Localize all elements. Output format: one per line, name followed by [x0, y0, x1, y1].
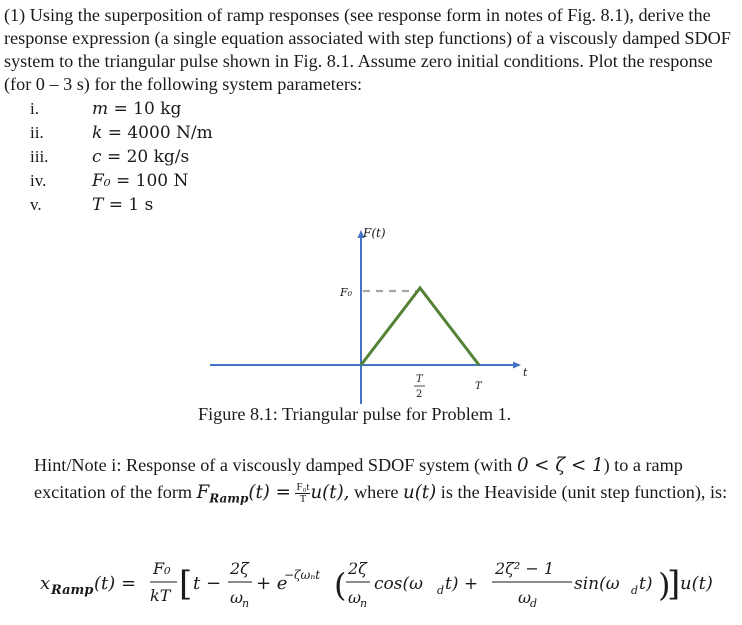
formula-omega-d: ω: [518, 588, 532, 607]
problem-text: Using the superposition of ramp responses (see response form in notes of Fig. 8.1), derive the response expression (a single equation associated with step functions) of a viscously damped SDOF system to the triangular pulse shown in Fig. 8.1. Assume zero initial conditions. Plot the response (for 0 – 3 s) for the following system parameters:: [4, 5, 731, 94]
formula-two-zeta-2: 2ζ: [348, 559, 367, 578]
param-symbol: k: [92, 123, 103, 143]
formula-omega-n-2: ω: [348, 588, 362, 607]
formula-lhs: x: [40, 573, 51, 594]
ramp-tail: u(t),: [310, 482, 350, 503]
y-axis-label: F(t): [363, 226, 386, 240]
parameter-item: [30, 147, 330, 171]
problem-statement: [4, 4, 732, 96]
peak-label: F₀: [340, 286, 353, 299]
param-value: = 10 kg: [113, 99, 182, 119]
formula-graphic: [40, 548, 740, 618]
heaviside-symbol: u(t): [403, 482, 437, 503]
parameter-item: [30, 123, 330, 147]
hint-intro: Hint/Note i: Response of a viscously damped SDOF system (with: [34, 455, 513, 475]
param-value: = 1 s: [108, 195, 154, 215]
formula-numerator-2: 2ζ² − 1: [495, 559, 555, 578]
parameter-item: [30, 195, 330, 219]
formula-t: t −: [193, 573, 222, 594]
formula-bracket-close: ]: [667, 564, 681, 604]
triangular-pulse: [361, 288, 479, 365]
parameter-item: [30, 171, 330, 195]
hint-condition: 0 < ζ < 1: [516, 455, 604, 476]
hint-mid: to a ramp excitation of the form: [34, 455, 683, 502]
formula-omega-d-sub: d: [530, 597, 538, 610]
hint-where: where: [354, 482, 399, 502]
list-marker: i.: [30, 99, 39, 118]
x-axis-arrow: [513, 362, 521, 369]
param-symbol: T: [92, 195, 104, 215]
problem-number: (1): [4, 5, 26, 25]
param-symbol: F₀: [92, 171, 111, 191]
triangular-pulse-figure: [210, 222, 540, 412]
ramp-response-formula: [40, 548, 740, 618]
param-symbol: m: [92, 99, 109, 119]
formula-cos-tail: t) +: [445, 574, 479, 594]
parameter-item: [30, 99, 330, 123]
ramp-symbol: F: [196, 482, 210, 503]
list-marker: iii.: [30, 147, 49, 166]
formula-paren-close: ): [658, 566, 671, 604]
formula-lhs-argument: (t) =: [94, 573, 137, 594]
formula-cos: cos(ω: [374, 574, 423, 594]
formula-sin: sin(ω: [574, 574, 620, 594]
ramp-subscript: Ramp: [209, 491, 249, 506]
hint-ending: is the Heaviside (unit step function), is:: [440, 482, 728, 502]
figure-caption: Figure 8.1: Triangular pulse for Problem 1.: [198, 404, 512, 424]
param-value: = 100 N: [116, 171, 189, 191]
ramp-fraction: [295, 482, 310, 505]
x-axis-label: t: [523, 366, 528, 379]
pulse-diagram: [210, 222, 540, 412]
formula-plus-exp: + e: [256, 573, 288, 594]
formula-cos-sub: d: [437, 584, 445, 597]
formula-omega-n-sub-2: n: [360, 597, 368, 610]
formula-exponent: −ζωₙt: [284, 568, 321, 582]
list-marker: v.: [30, 195, 42, 214]
formula-two-zeta: 2ζ: [230, 559, 249, 578]
ramp-fraction-numerator: F₀t: [296, 481, 310, 494]
formula-heaviside: u(t): [680, 573, 713, 594]
formula-omega-n-sub: n: [242, 597, 250, 610]
half-period-denominator: 2: [416, 389, 423, 400]
half-period-numerator: T: [416, 374, 423, 385]
formula-kt: kT: [150, 586, 171, 605]
param-value: = 20 kg/s: [106, 147, 190, 167]
formula-bracket-open: [: [179, 564, 193, 604]
ramp-argument: (t) =: [248, 482, 291, 503]
hint-paragraph: Hint/Note i: Response of a viscously damped SDOF system (with 0 < ζ < 1) to a ramp excitation of the form $F_{Ramp}(t)$ = $\frac{\text{F₀t}}{T}$ u(t), where u(t) is the Heaviside (unit step function), is:: [34, 455, 728, 506]
param-value: = 4000 N/m: [107, 123, 213, 143]
formula-lhs-subscript: Ramp: [51, 583, 94, 598]
formula-paren-open: (: [334, 566, 347, 604]
list-marker: iv.: [30, 171, 47, 190]
formula-omega-n: ω: [230, 588, 244, 607]
parameter-list: [30, 99, 330, 219]
formula-sin-tail: t): [639, 574, 653, 594]
formula-sin-sub: d: [631, 584, 639, 597]
formula-f0: F₀: [153, 559, 171, 578]
ramp-fraction-denominator: T: [299, 493, 307, 506]
period-label: T: [475, 381, 482, 392]
list-marker: ii.: [30, 123, 44, 142]
param-symbol: c: [92, 147, 102, 167]
